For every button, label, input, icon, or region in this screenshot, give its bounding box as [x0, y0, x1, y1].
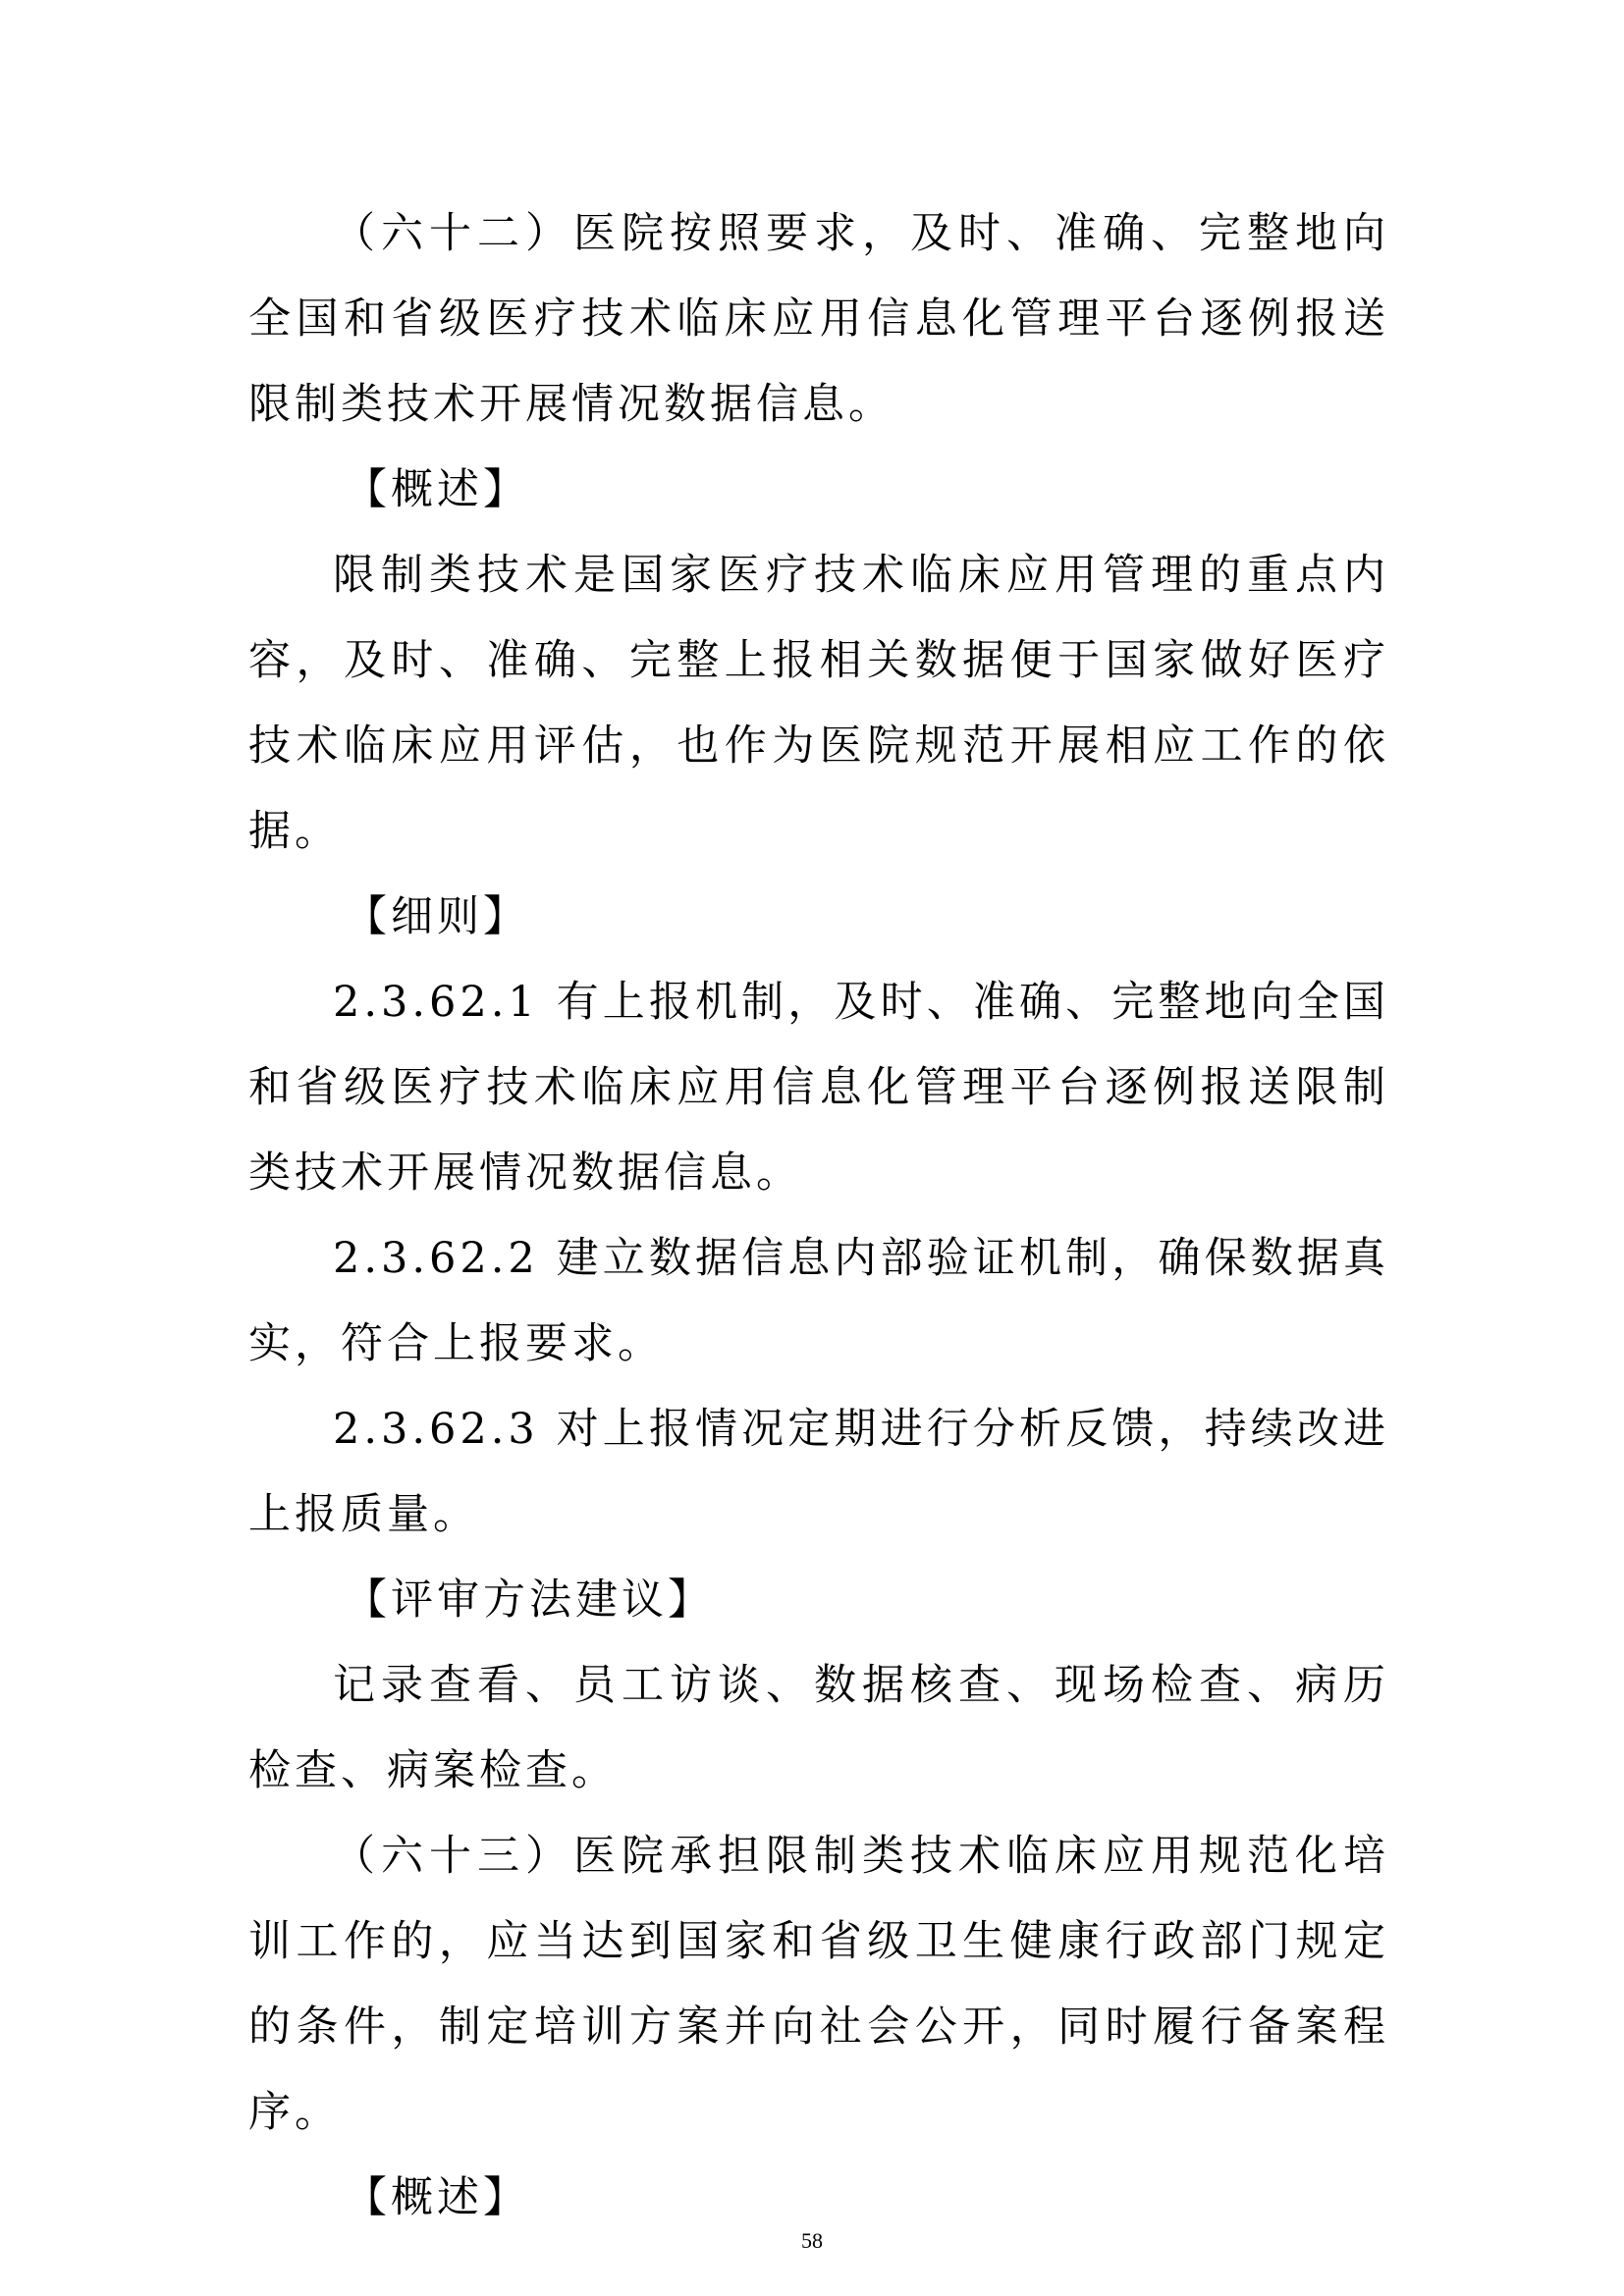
article-62-statement: （六十二）医院按照要求，及时、准确、完整地向全国和省级医疗技术临床应用信息化管理平台逐例报送限制类技术开展情况数据信息。 [248, 209, 1389, 429]
review-method-paragraph: 记录查看、员工访谈、数据核查、现场检查、病历检查、病案检查。 [248, 1661, 1389, 1795]
rules-heading: 【细则】 [345, 892, 529, 941]
overview-paragraph: 限制类技术是国家医疗技术临床应用管理的重点内容，及时、准确、完整上报相关数据便于国家做好医疗技术临床应用评估，也作为医院规范开展相应工作的依据。 [248, 551, 1389, 856]
page-body [248, 191, 1389, 2241]
overview-heading: 【概述】 [345, 465, 529, 514]
rule-2-3-62-1: 2.3.62.1 有上报机制，及时、准确、完整地向全国和省级医疗技术临床应用信息化管理平台逐例报送限制类技术开展情况数据信息。 [248, 978, 1389, 1198]
article-63-statement: （六十三）医院承担限制类技术临床应用规范化培训工作的，应当达到国家和省级卫生健康行政部门规定的条件，制定培训方案并向社会公开，同时履行备案程序。 [248, 1832, 1389, 2137]
overview-heading-2: 【概述】 [345, 2173, 529, 2222]
page-number: 58 [801, 2228, 823, 2253]
rule-2-3-62-3: 2.3.62.3 对上报情况定期进行分析反馈，持续改进上报质量。 [248, 1405, 1389, 1539]
review-method-heading: 【评审方法建议】 [345, 1575, 714, 1625]
rule-2-3-62-2: 2.3.62.2 建立数据信息内部验证机制，确保数据真实，符合上报要求。 [248, 1234, 1389, 1368]
